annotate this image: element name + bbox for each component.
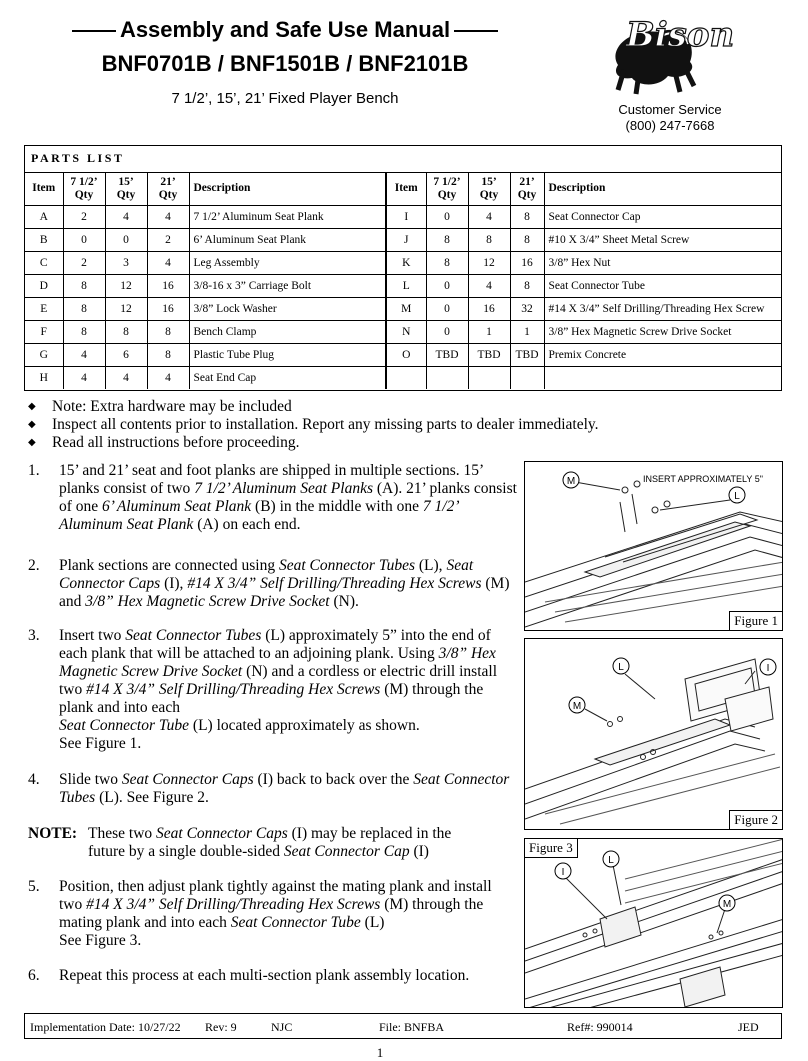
part-qty-cell: 4 — [468, 274, 510, 297]
parts-table-row — [25, 320, 781, 343]
assembly-note — [28, 825, 488, 861]
col-qty-21: 21’ Qty — [510, 173, 544, 205]
part-qty-cell: 4 — [147, 205, 189, 228]
col-qty-7: 7 1/2’ Qty — [426, 173, 468, 205]
part-qty-cell — [510, 366, 544, 389]
part-qty-cell: 16 — [147, 297, 189, 320]
part-description-cell: Plastic Tube Plug — [189, 343, 386, 366]
parts-table-row — [25, 251, 781, 274]
bison-logo-graphic — [598, 10, 748, 100]
step-text: Repeat this process at each multi-section plank assembly location. — [59, 967, 470, 984]
part-qty-cell: 32 — [510, 297, 544, 320]
step-text: Insert two Seat Connector Tubes (L) approximately 5” into the end of each plank that will be attached to an adjoining plank. Using 3/8” Hex Magnetic Screw Drive Socket (N) and a cordless or electric drill install two #14 X 3/4” Self Drilling/Threading Hex Screws (M) through the plank and into each Seat Connector Tube (L) located approximately as shown. See Figure 1. — [59, 627, 497, 752]
bison-logo — [598, 10, 748, 100]
part-qty-cell: 16 — [468, 297, 510, 320]
part-description-cell: Seat Connector Tube — [544, 274, 781, 297]
part-item-cell: K — [386, 251, 426, 274]
part-qty-cell: 8 — [63, 274, 105, 297]
note-item: ◆ Note: Extra hardware may be included — [28, 398, 768, 416]
part-qty-cell: 4 — [63, 366, 105, 389]
part-description-cell: Seat End Cap — [189, 366, 386, 389]
part-qty-cell: 2 — [63, 251, 105, 274]
customer-service — [600, 102, 740, 134]
parts-table-row — [25, 366, 781, 389]
part-item-cell: M — [386, 297, 426, 320]
revision: Rev: 9 — [205, 1020, 237, 1034]
part-qty-cell: 4 — [147, 251, 189, 274]
figure-1-label: Figure 1 — [729, 611, 783, 631]
part-qty-cell: 12 — [468, 251, 510, 274]
figure-2-label: Figure 2 — [729, 810, 783, 830]
part-description-cell: Leg Assembly — [189, 251, 386, 274]
step-5 — [28, 878, 518, 950]
bison-logo-wordmark: Bison — [626, 15, 735, 55]
part-item-cell: B — [25, 228, 63, 251]
parts-table-row — [25, 343, 781, 366]
part-item-cell: G — [25, 343, 63, 366]
part-qty-cell: 2 — [147, 228, 189, 251]
part-description-cell: Bench Clamp — [189, 320, 386, 343]
part-description-cell: 3/8” Lock Washer — [189, 297, 386, 320]
part-qty-cell: 4 — [147, 366, 189, 389]
part-item-cell: L — [386, 274, 426, 297]
col-item: Item — [386, 173, 426, 205]
part-qty-cell: 0 — [426, 320, 468, 343]
parts-table-row — [25, 274, 781, 297]
part-qty-cell: 8 — [147, 320, 189, 343]
part-description-cell: 6’ Aluminum Seat Plank — [189, 228, 386, 251]
part-qty-cell: 8 — [147, 343, 189, 366]
fig3-callout-l: L — [608, 855, 614, 866]
part-qty-cell: 4 — [105, 366, 147, 389]
part-qty-cell — [426, 366, 468, 389]
part-qty-cell: 3 — [105, 251, 147, 274]
fig2-callout-l: L — [618, 662, 624, 673]
part-item-cell: E — [25, 297, 63, 320]
part-item-cell: J — [386, 228, 426, 251]
title-rule-left — [72, 30, 116, 32]
author: NJC — [271, 1020, 293, 1034]
parts-table-row — [25, 297, 781, 320]
step-text: 15’ and 21’ seat and foot planks are shipped in multiple sections. 15’ planks consist of two 7 1/2’ Aluminum Seat Planks (A). 21’ planks consist of one 6’ Aluminum Seat Plank (B) in the middle with one 7 1/2’ Aluminum Seat Plank (A) on each end. — [59, 462, 517, 533]
part-item-cell: I — [386, 205, 426, 228]
document-footer — [24, 1013, 782, 1039]
step-number: 6. — [28, 967, 40, 984]
part-qty-cell: 0 — [426, 274, 468, 297]
part-qty-cell: 8 — [426, 228, 468, 251]
implementation-date: Implementation Date: 10/27/22 — [30, 1020, 181, 1034]
figure-2-drawing — [525, 639, 783, 830]
part-description-cell: #14 X 3/4” Self Drilling/Threading Hex Screw — [544, 297, 781, 320]
part-qty-cell: 8 — [426, 251, 468, 274]
part-item-cell: D — [25, 274, 63, 297]
part-description-cell — [544, 366, 781, 389]
part-qty-cell: 16 — [147, 274, 189, 297]
customer-service-label: Customer Service — [618, 102, 722, 117]
fig1-callout-l: L — [734, 491, 740, 502]
approver-initials: JED — [738, 1020, 759, 1034]
part-item-cell: F — [25, 320, 63, 343]
step-text: Position, then adjust plank tightly against the mating plank and install two #14 X 3/4” Self Drilling/Threading Hex Screws (M) through the mating plank and into each Seat Connector Tube (L) See Figure 3. — [59, 878, 492, 949]
figure-3-drawing — [525, 839, 783, 1008]
step-number: 4. — [28, 771, 40, 788]
col-item: Item — [25, 173, 63, 205]
note-item: ◆ Inspect all contents prior to installation. Report any missing parts to dealer immediately. — [28, 416, 768, 434]
fig1-callout-m: M — [566, 476, 576, 487]
part-qty-cell: 4 — [63, 343, 105, 366]
part-description-cell: 3/8” Hex Nut — [544, 251, 781, 274]
fig2-callout-m: M — [572, 701, 582, 712]
step-6 — [28, 967, 518, 985]
part-qty-cell: 12 — [105, 297, 147, 320]
figure-1 — [524, 461, 783, 631]
fig1-insert-note: INSERT APPROXIMATELY 5" — [643, 474, 763, 484]
part-description-cell: Premix Concrete — [544, 343, 781, 366]
fig3-callout-i: I — [561, 867, 565, 878]
col-qty-21: 21’ Qty — [147, 173, 189, 205]
step-number: 5. — [28, 878, 40, 895]
part-qty-cell: 4 — [468, 205, 510, 228]
part-qty-cell: TBD — [510, 343, 544, 366]
part-description-cell: Seat Connector Cap — [544, 205, 781, 228]
fig3-callout-m: M — [722, 899, 732, 910]
col-description: Description — [189, 173, 386, 205]
parts-list-heading: PARTS LIST — [25, 146, 781, 173]
parts-list — [24, 145, 782, 391]
part-qty-cell: 0 — [63, 228, 105, 251]
step-number: 1. — [28, 462, 40, 479]
part-qty-cell: 0 — [426, 205, 468, 228]
step-number: 2. — [28, 557, 40, 574]
part-qty-cell: TBD — [468, 343, 510, 366]
part-qty-cell: TBD — [426, 343, 468, 366]
manual-title — [40, 16, 530, 44]
part-item-cell — [386, 366, 426, 389]
part-item-cell: A — [25, 205, 63, 228]
part-qty-cell: 1 — [510, 320, 544, 343]
parts-table-row — [25, 205, 781, 228]
fig2-callout-i: I — [766, 663, 770, 674]
part-qty-cell: 0 — [426, 297, 468, 320]
part-qty-cell: 8 — [105, 320, 147, 343]
model-numbers: BNF0701B / BNF1501B / BNF2101B — [101, 51, 469, 76]
part-qty-cell — [468, 366, 510, 389]
col-qty-15: 15’ Qty — [105, 173, 147, 205]
part-item-cell: H — [25, 366, 63, 389]
part-description-cell: 7 1/2’ Aluminum Seat Plank — [189, 205, 386, 228]
part-qty-cell: 8 — [63, 297, 105, 320]
part-qty-cell: 12 — [105, 274, 147, 297]
note-label: NOTE: — [28, 825, 78, 842]
file-name: File: BNFBA — [379, 1020, 445, 1034]
parts-table-row — [25, 228, 781, 251]
part-qty-cell: 8 — [63, 320, 105, 343]
col-qty-15: 15’ Qty — [468, 173, 510, 205]
step-text: Plank sections are connected using Seat Connector Tubes (L), Seat Connector Caps (I), #14 X 3/4” Self Drilling/Threading Hex Screws (M) and 3/8” Hex Magnetic Screw Drive Socket (N). — [59, 557, 510, 610]
part-qty-cell: 8 — [510, 205, 544, 228]
part-qty-cell: 2 — [63, 205, 105, 228]
note-item: ◆ Read all instructions before proceeding. — [28, 434, 768, 452]
part-qty-cell: 16 — [510, 251, 544, 274]
step-3 — [28, 627, 518, 753]
step-text: Slide two Seat Connector Caps (I) back to back over the Seat Connector Tubes (L). See Figure 2. — [59, 771, 510, 806]
part-description-cell: #10 X 3/4” Sheet Metal Screw — [544, 228, 781, 251]
title-rule-right — [454, 30, 498, 32]
part-item-cell: C — [25, 251, 63, 274]
step-4 — [28, 771, 518, 807]
part-item-cell: N — [386, 320, 426, 343]
part-item-cell: O — [386, 343, 426, 366]
page-number: 1 — [376, 1045, 384, 1060]
product-subtitle: 7 1/2’, 15’, 21’ Fixed Player Bench — [171, 90, 399, 107]
figure-2 — [524, 638, 783, 830]
part-description-cell: 3/8-16 x 3” Carriage Bolt — [189, 274, 386, 297]
parts-table — [25, 173, 781, 389]
col-qty-7: 7 1/2’ Qty — [63, 173, 105, 205]
customer-service-phone: (800) 247-7668 — [625, 118, 715, 133]
part-qty-cell: 8 — [468, 228, 510, 251]
part-qty-cell: 8 — [510, 274, 544, 297]
step-number: 3. — [28, 627, 40, 644]
parts-table-body — [25, 205, 781, 389]
step-2 — [28, 557, 518, 611]
col-description: Description — [544, 173, 781, 205]
manual-title-text: Assembly and Safe Use Manual — [119, 17, 451, 42]
part-description-cell: 3/8” Hex Magnetic Screw Drive Socket — [544, 320, 781, 343]
note-text: These two Seat Connector Caps (I) may be replaced in the future by a single double-sided Seat Connector Cap (I) — [88, 825, 452, 860]
part-qty-cell: 6 — [105, 343, 147, 366]
notes-list — [28, 398, 768, 452]
figure-3 — [524, 838, 783, 1008]
parts-table-header — [25, 173, 781, 205]
part-qty-cell: 4 — [105, 205, 147, 228]
part-qty-cell: 0 — [105, 228, 147, 251]
reference-number: Ref#: 990014 — [567, 1020, 633, 1034]
figure-1-drawing — [525, 462, 783, 631]
step-1 — [28, 462, 518, 534]
figure-3-label: Figure 3 — [524, 838, 578, 858]
part-qty-cell: 8 — [510, 228, 544, 251]
part-qty-cell: 1 — [468, 320, 510, 343]
